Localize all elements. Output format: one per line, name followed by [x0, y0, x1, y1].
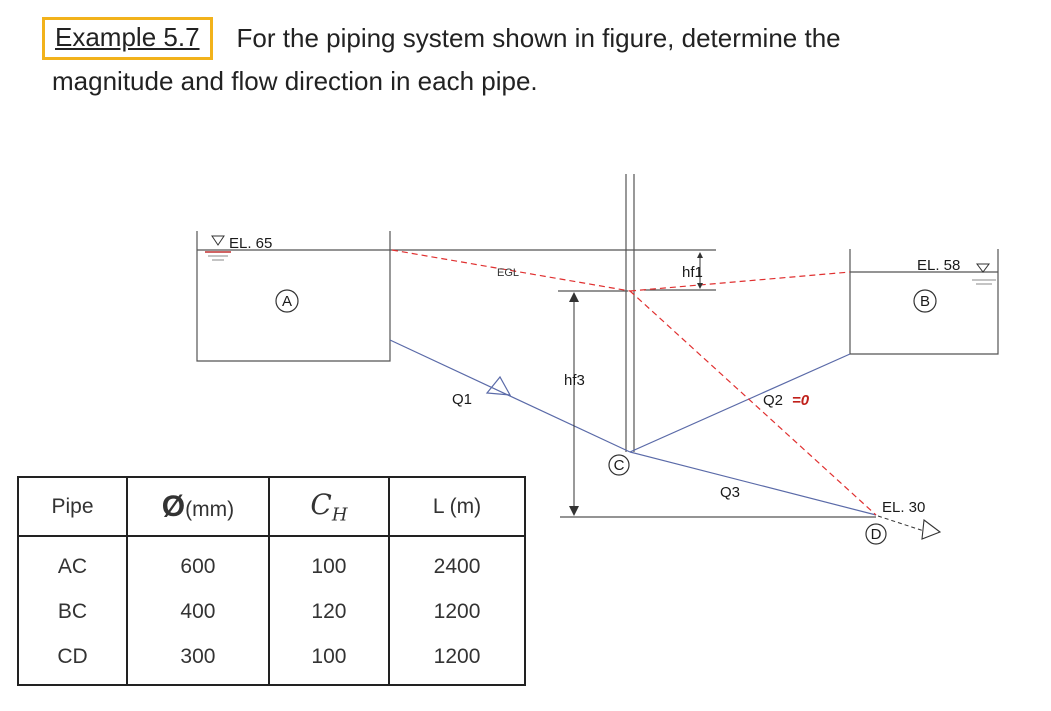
- reservoir-a-elevation: EL. 65: [229, 235, 273, 252]
- junction-c-label: C: [613, 457, 625, 474]
- q1-label: Q1: [452, 391, 473, 408]
- hf1-arrow-up-icon: [697, 252, 703, 258]
- outlet-d-label: D: [870, 526, 882, 543]
- water-level-icon-a: [212, 236, 224, 245]
- reservoir-b-label: B: [919, 293, 931, 310]
- egl-line-bc: [630, 272, 850, 291]
- example-label: Example 5.7: [42, 17, 213, 60]
- cell-ch: 120: [269, 589, 389, 634]
- pipe-bc: [630, 354, 850, 452]
- cell-diameter: 400: [127, 589, 269, 634]
- table-header-row: [18, 477, 525, 536]
- hf3-label: hf3: [564, 372, 585, 389]
- pipe-properties-table: [17, 476, 526, 686]
- water-level-icon-b: [977, 264, 989, 272]
- header-pipe: Pipe: [18, 477, 127, 536]
- problem-text-line-1: For the piping system shown in figure, determine the: [236, 22, 841, 53]
- cell-ch: 100: [269, 536, 389, 589]
- egl-line-cd: [630, 291, 876, 515]
- cell-length: 1200: [389, 589, 525, 634]
- cell-pipe: BC: [18, 589, 127, 634]
- egl-label: EGL: [497, 267, 520, 279]
- reservoir-a-label: A: [281, 293, 293, 310]
- reservoir-b-elevation: EL. 58: [917, 257, 961, 274]
- problem-text-line-2: magnitude and flow direction in each pipe.: [52, 66, 538, 96]
- table-row: [18, 634, 525, 685]
- cell-length: 2400: [389, 536, 525, 589]
- table-row: [18, 536, 525, 589]
- hf3-arrow-down-icon: [569, 506, 579, 516]
- outlet-d-elevation: EL. 30: [882, 499, 926, 516]
- cell-length: 1200: [389, 634, 525, 685]
- diameter-symbol-icon: Ø: [161, 489, 186, 523]
- pipe-cd: [630, 452, 876, 515]
- hf3-arrow-up-icon: [569, 292, 579, 302]
- q2-note: =0: [792, 392, 810, 409]
- header-length: L (m): [389, 477, 525, 536]
- cell-ch: 100: [269, 634, 389, 685]
- cell-pipe: CD: [18, 634, 127, 685]
- header-hazen-coefficient: $C_H$: [269, 477, 389, 536]
- hf1-label: hf1: [682, 264, 703, 281]
- table-row: [18, 589, 525, 634]
- header-diameter: Ø(mm): [127, 477, 269, 536]
- q1-flow-arrow-icon: [487, 377, 510, 395]
- pipe-ac: [390, 340, 630, 452]
- q2-label: Q2: [763, 392, 784, 409]
- cell-diameter: 300: [127, 634, 269, 685]
- hf1-arrow-down-icon: [697, 283, 703, 289]
- cell-diameter: 600: [127, 536, 269, 589]
- q3-label: Q3: [720, 484, 741, 501]
- outlet-flow-arrow-icon: [922, 520, 940, 539]
- cell-pipe: AC: [18, 536, 127, 589]
